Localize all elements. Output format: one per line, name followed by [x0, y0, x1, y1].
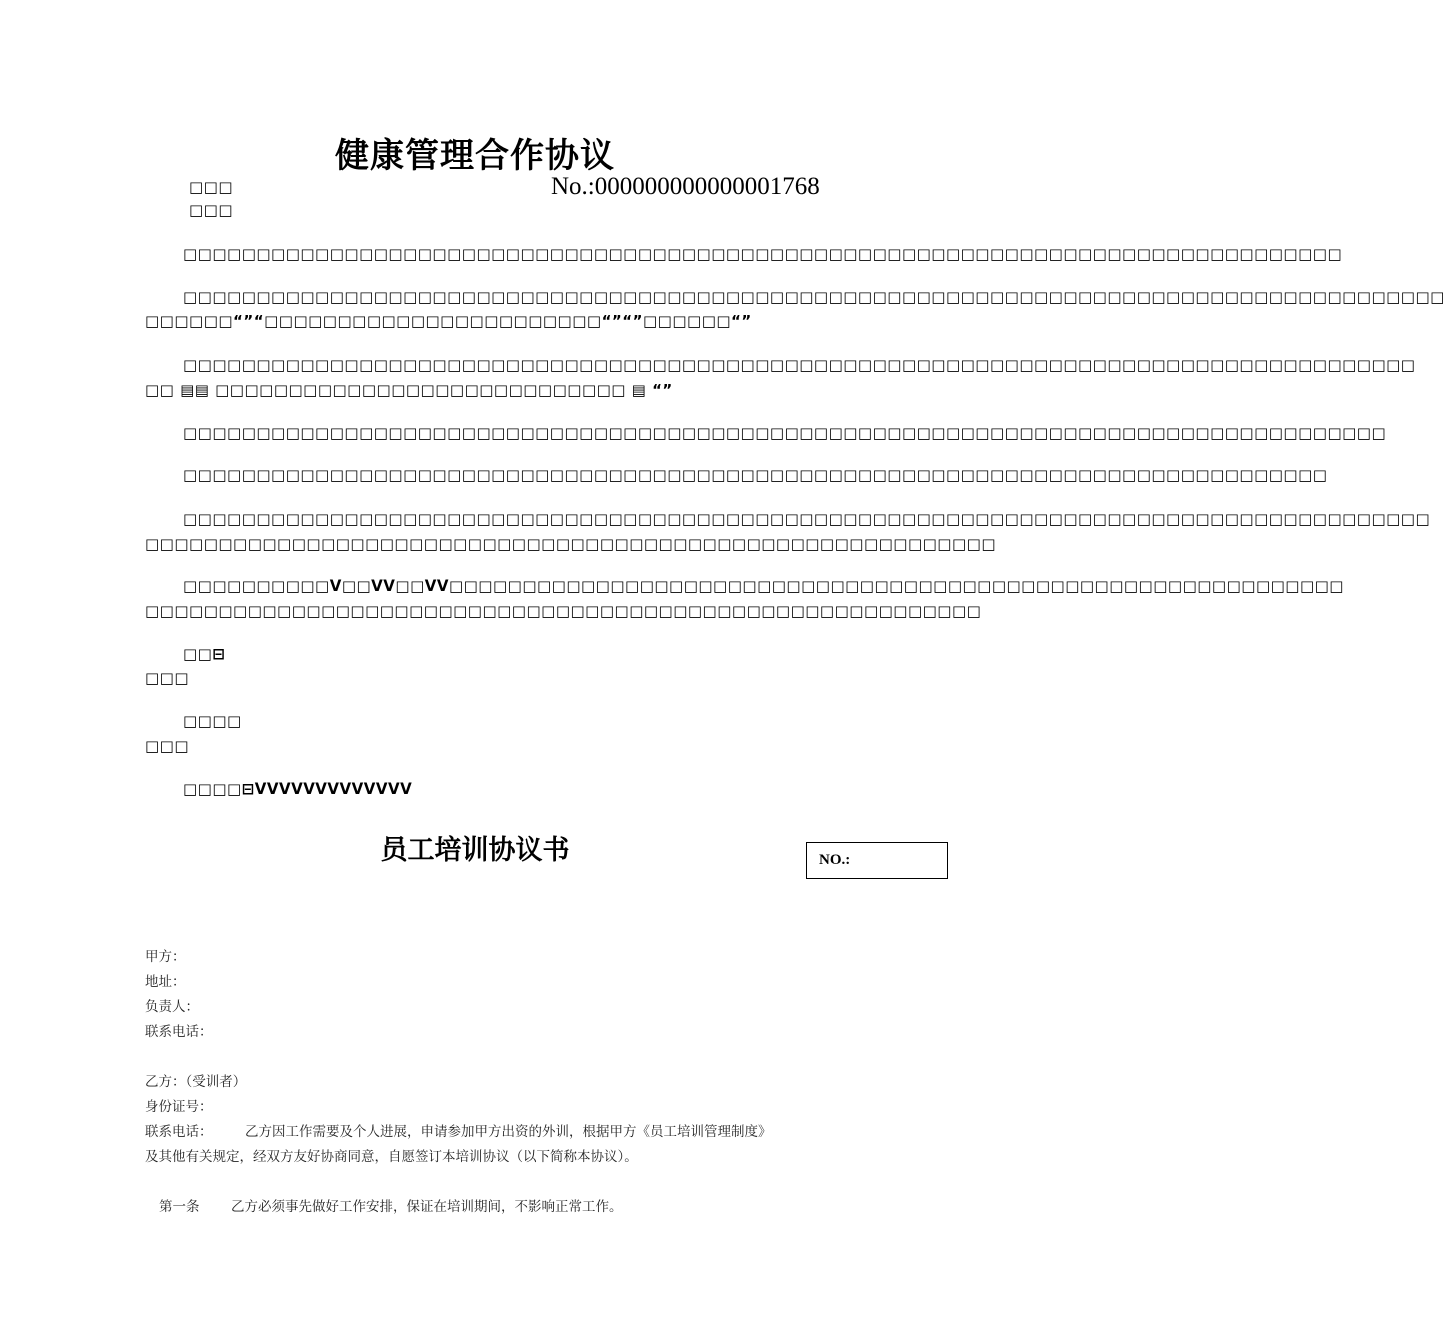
doc1-paragraph-6-line-2: □□□□□□□□□□□□□□□□□□□□□□□□□□□□□□□□□□□□□□□□□□□□□□□□□□□□□□□□□□ [145, 535, 996, 553]
doc1-paragraph-2-line-2: □□□□□□“”“□□□□□□□□□□□□□□□□□□□□□□□“”“”□□□□□□“” [145, 312, 752, 330]
doc1-paragraph-5: □□□□□□□□□□□□□□□□□□□□□□□□□□□□□□□□□□□□□□□□□□□□□□□□□□□□□□□□□□□□□□□□□□□□□□□□□□□□□□ [183, 466, 1328, 484]
doc1-left-label-2: □□□ [189, 201, 234, 219]
doc1-paragraph-2-line-1: □□□□□□□□□□□□□□□□□□□□□□□□□□□□□□□□□□□□□□□□□□□□□□□□□□□□□□□□□□□□□□□□□□□□□□□□□□□□□□□□□□□□□□ [183, 288, 1445, 306]
doc1-paragraph-7-line-2: □□□□□□□□□□□□□□□□□□□□□□□□□□□□□□□□□□□□□□□□□□□□□□□□□□□□□□□□□ [145, 602, 982, 620]
party-a-address-label: 地址： [145, 974, 186, 990]
article-1-label: 第一条 [159, 1199, 200, 1215]
doc1-paragraph-3-line-1: □□□□□□□□□□□□□□□□□□□□□□□□□□□□□□□□□□□□□□□□□□□□□□□□□□□□□□□□□□□□□□□□□□□□□□□□□□□□□□□□□□□□ [183, 356, 1416, 374]
doc1-sign-row-2-value: □□□ [145, 737, 190, 755]
doc1-sign-row-3-date: □□□□⊟ᐯᐯᐯᐯᐯᐯᐯᐯᐯᐯᐯᐯᐯ [183, 780, 413, 798]
party-b-label: 乙方：（受训者） [145, 1074, 247, 1090]
doc2-title: 员工培训协议书 [380, 835, 570, 866]
doc1-paragraph-1: □□□□□□□□□□□□□□□□□□□□□□□□□□□□□□□□□□□□□□□□□□□□□□□□□□□□□□□□□□□□□□□□□□□□□□□□□□□□□□□ [183, 245, 1343, 263]
doc1-paragraph-3-line-2: □□ ▤▤ □□□□□□□□□□□□□□□□□□□□□□□□□□□□ ▤ “” [145, 381, 673, 399]
intro-line-1: 乙方因工作需要及个人进展，申请参加甲方出资的外训，根据甲方《员工培训管理制度》 [245, 1124, 772, 1140]
doc1-title: 健康管理合作协议 [335, 136, 615, 176]
doc1-number: No.:000000000000001768 [551, 173, 820, 200]
doc1-paragraph-7-line-1: □□□□□□□□□□ᐯ□□ᐯᐯ□□ᐯᐯ□□□□□□□□□□□□□□□□□□□□□□□□□□□□□□□□□□□□□□□□□□□□□□□□□□□□□□□□□□□□□ [183, 577, 1344, 595]
party-b-id-label: 身份证号： [145, 1099, 213, 1115]
doc1-sign-row-1-value: □□□ [145, 669, 190, 687]
doc2-number-box: NO.: [806, 842, 948, 879]
article-1-text: 乙方必须事先做好工作安排，保证在培训期间，不影响正常工作。 [231, 1199, 623, 1215]
party-a-phone-label: 联系电话： [145, 1024, 213, 1040]
party-a-label: 甲方： [145, 949, 186, 965]
doc1-paragraph-4: □□□□□□□□□□□□□□□□□□□□□□□□□□□□□□□□□□□□□□□□□□□□□□□□□□□□□□□□□□□□□□□□□□□□□□□□□□□□□□□□□□ [183, 424, 1387, 442]
intro-line-2: 及其他有关规定，经双方友好协商同意，自愿签订本培训协议（以下简称本协议）。 [145, 1149, 638, 1165]
doc1-left-label-1: □□□ [189, 178, 234, 196]
party-b-phone-label: 联系电话： [145, 1124, 213, 1140]
doc1-sign-row-2-label: □□□□ [183, 712, 242, 730]
doc1-sign-row-1-label: □□⊟ [183, 645, 226, 663]
party-a-representative-label: 负责人： [145, 999, 199, 1015]
doc1-paragraph-6-line-1: □□□□□□□□□□□□□□□□□□□□□□□□□□□□□□□□□□□□□□□□□□□□□□□□□□□□□□□□□□□□□□□□□□□□□□□□□□□□□□□□□□□□□ [183, 510, 1431, 528]
